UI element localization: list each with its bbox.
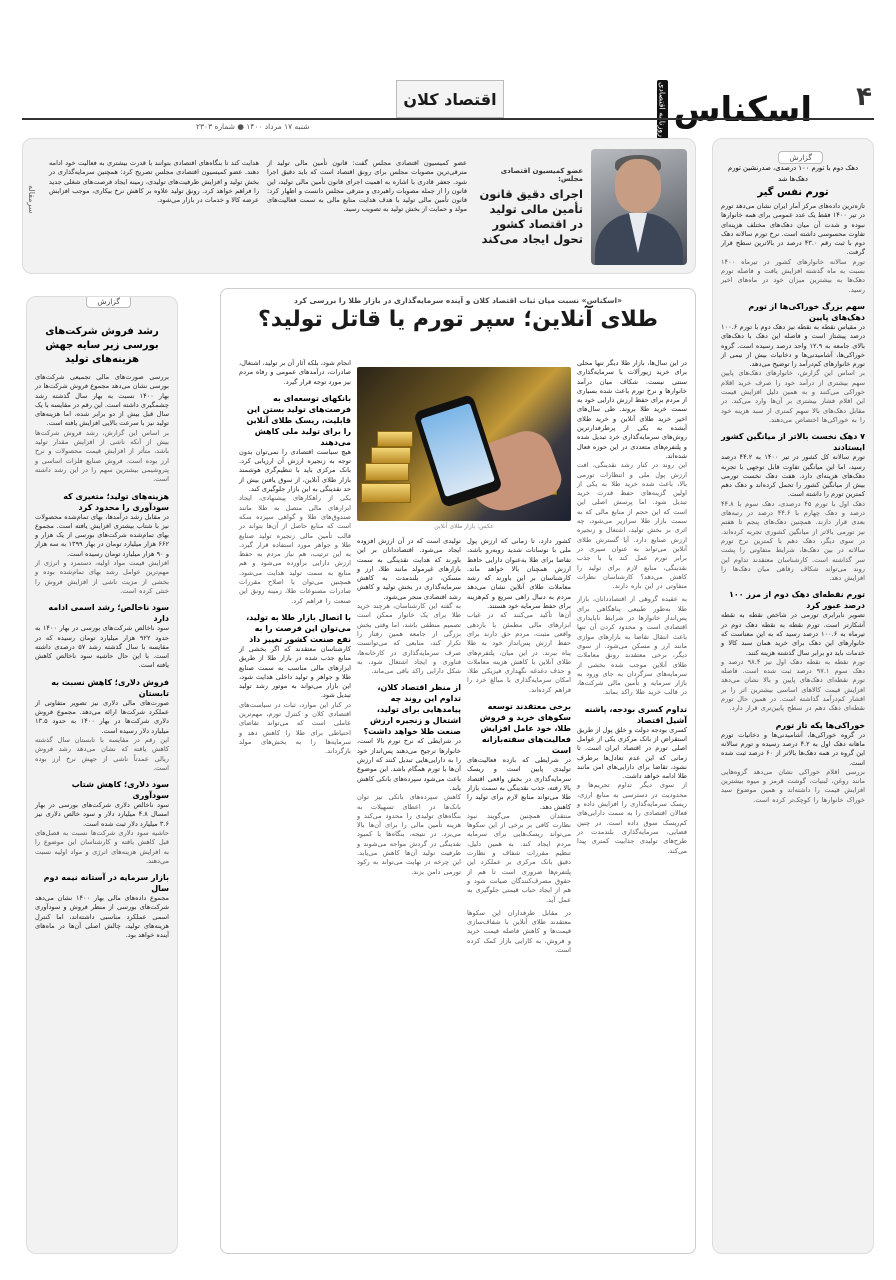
report-tag: گزارش (86, 296, 131, 308)
interview-kicker: عضو کمیسیون اقتصادی مجلس: (500, 167, 583, 183)
article-image (357, 367, 571, 521)
report-subhead-2: ۷ دهک نخست بالاتر از میانگین کشور ایستادند (721, 432, 865, 453)
article-col2-text-2: در شرایطی که بازده فعالیت‌های تولیدی پایین است و ریسک سرمایه‌گذاری در بخش واقعی اقتصاد بالا رفته، جذب نقدینگی به سمت بازار طلا می‌تواند منابع لازم برای تولید را کاهش دهد. (467, 756, 571, 811)
article-subhead: از منظر اقتصاد کلان، تداوم این روند چه پیامدهایی برای تولید، اشتغال و زنجیره ارزش صنعت طلا خواهد داشت؟ (363, 683, 461, 737)
report-title: رشد فروش شرکت‌های بورسی زیر سایه جهش هزینه‌های تولید (45, 326, 159, 365)
left-report-box (26, 296, 178, 1254)
report-body: تورم سالانه خانوارهای کشور در تیرماه ۱۴۰۰ نسبت به ماه گذشته افزایش یافت و فاصله تورم دهک‌ها به بیشترین میزان خود در ماه‌های اخیر رسید. (721, 257, 865, 294)
report-lead: دهک دوم با تورم ۱۰۰ درصدی، صدرنشین تورم دهک‌ها شد (727, 164, 858, 183)
report-body: این رقم در مقایسه با تابستان سال گذشته کاهش یافته که نشان می‌دهد رشد فروش ریالی عمدتاً ناشی از جهش نرخ ارز بوده است. (35, 735, 169, 772)
report-section: سود ناخالص شرکت‌های بورسی در بهار ۱۴۰۰ به حدود ۹۲۲ هزار میلیارد تومان رسیده که در مقایسه با سال گذشته رشد ۵۷ درصدی داشته است. با این حال حاشیه سود ناخالص کاهش یافته است. (35, 624, 169, 670)
interview-title: اجرای دقیق قانون تأمین مالی تولید در اقتصاد کشور تحول ایجاد می‌کند (479, 187, 583, 246)
report-subhead-1: سهم بزرگ خوراکی‌ها از تورم دهک‌های پایین (748, 301, 865, 322)
report-subhead: سود ناخالص؛ رشد اسمی ادامه دارد (48, 603, 169, 624)
report-body: حاشیه سود دلاری شرکت‌ها نسبت به فصل‌های قبل کاهش یافته و کارشناسان این موضوع را به افزایش هزینه‌های انرژی و مواد اولیه نسبت می‌دهند. (35, 828, 169, 865)
article-col1-text-2: کسری بودجه دولت و خلق پول از طریق استقراض از بانک مرکزی یکی از عوامل اصلی تورم در اقتصاد ایران است. تا زمانی که این عدم تعادل‌ها برطرف نشود، تقاضا برای دارایی‌های امن مانند طلا ادامه خواهد داشت. (577, 725, 687, 781)
report-subhead-4: خوراکی‌ها یکه تاز تورم (775, 720, 865, 730)
interview-body-2: هدایت کند تا بنگاه‌های اقتصادی بتوانند با قدرت بیشتری به فعالیت خود ادامه دهند. عضو کمیسیون اقتصادی مجلس تصریح کرد: همچنین سرمایه‌گذاری در بخش تولید و افزایش ظرفیت‌های تولیدی، زمینه ایجاد فرصت‌های شغلی جدید را فراهم خواهد کرد. رونق تولید علاوه بر کاهش نرخ بیکاری، موجب افزایش عرضه کالا و خدمات در بازار می‌شود. (49, 159, 259, 205)
report-subhead: سود دلاری؛ کاهش شتاب سودآوری (71, 780, 169, 801)
report-section-2: تورم سالانه کل کشور در تیر ۱۴۰۰ به ۴۴.۲ درصد رسید، اما این میانگین تفاوت قابل توجهی با تجربه دهک‌های هزینه‌ای دارد. هفت دهک نخست تورمی بیش از میانگین کشور را تحمل کرده‌اند و دهک دهم کمترین تورم را داشته است. (721, 453, 866, 499)
logo-text: اسکناس (673, 89, 812, 130)
interview-body-1: عضو کمیسیون اقتصادی مجلس گفت: قانون تأمین مالی تولید از مترقی‌ترین مصوبات مجلس برای رونق اقتصاد است که باید دقیق اجرا شود. جعفر قادری با اشاره به اهمیت اجرای قانون تأمین مالی تولید، این قانون را از جمله مصوبات راهبردی و مترقی مجلس دانست و اظهار کرد: قانون تأمین مالی تولید با هدف هدایت منابع مالی به سمت فعالیت‌های مولد و حمایت از بخش تولید به تصویب رسید. (267, 159, 467, 214)
article-body: در کنار این موارد، ثبات در سیاست‌های اقتصادی کلان و کنترل تورم، مهم‌ترین عاملی است که می‌تواند تقاضای احتیاطی برای طلا را کاهش دهد و سرمایه‌ها را به بخش‌های مولد بازگرداند. (239, 700, 351, 756)
image-caption: عکس: بازار طلای آنلاین (434, 523, 494, 530)
article-title: طلای آنلاین؛ سپر تورم یا قاتل تولید؟ (258, 307, 658, 332)
report-section: در مقابل رشد درآمدها، بهای تمام‌شده محصولات نیز با شتاب بیشتری افزایش یافته است. مجموع بهای تمام‌شده شرکت‌های بورسی از یک هزار و ۶۶۲ هزار میلیارد تومان در بهار ۱۳۹۹ به سه هزار و ۹۰ هزار میلیارد تومان رسیده است. (35, 512, 169, 558)
report-section: سود ناخالص دلاری شرکت‌های بورسی در بهار امسال ۴.۸ میلیارد دلار و سود خالص دلاری نیز ۳.۶ میلیارد دلار ثبت شده است. (35, 801, 169, 828)
report-intro: بررسی صورت‌های مالی تجمیعی شرکت‌های بورسی نشان می‌دهد مجموع فروش شرکت‌ها در بهار ۱۴۰۰ نسبت به بهار سال گذشته رشد چشمگیری داشته است. این رقم در مقایسه با یک سال قبل بیش از دو برابر شده، اما هزینه‌های تولید نیز با سرعت بالایی افزایش یافته است. (35, 373, 169, 428)
report-section: صورت‌های مالی دلاری نیز تصویر متفاوتی از عملکرد شرکت‌ها ارائه می‌دهد. مجموع فروش دلاری شرکت‌ها در بهار ۱۴۰۰ به حدود ۱۳.۵ میلیارد دلار رسیده است. (35, 698, 169, 735)
article-body: در مقابل طرفداران این سکوها معتقدند طلای آنلاین با شفاف‌سازی قیمت‌ها و کاهش فاصله قیمت خرید و فروش، به کارایی بازار کمک کرده است. (467, 908, 571, 954)
article-col2-text: کشور دارد، تا زمانی که ارزش پول ملی با نوسانات شدید روبه‌رو باشد، تقاضا برای طلا به‌عنوان دارایی حافظ ارزش همچنان بالا خواهد ماند. کارشناسان بر این باورند که رشد معاملات طلای آنلاین نشان می‌دهد مردم به دنبال راهی سریع و کم‌هزینه برای حفظ سرمایه خود هستند. (467, 537, 571, 611)
article-body: یکی از راهکارهای پیشنهادی، ایجاد ابزارهای مالی متصل به طلا مانند صندوق‌های طلا و گواهی سپرده سکه است که منابع حاصل از آن‌ها بتواند در قالب تأمین مالی زنجیره تولید صنایع طلا و جواهر مورد استفاده قرار گیرد. به این ترتیب، هم نیاز مردم به حفظ ارزش دارایی برآورده می‌شود و هم منابع به سمت تولید هدایت می‌شود. همچنین می‌توان با اصلاح مقررات صادرات مصنوعات طلا، زمینه رونق این صنعت را فراهم کرد. (239, 494, 351, 605)
article-body: آن‌ها تأکید می‌کنند که در غیاب ابزارهای مالی مطمئن با بازدهی واقعی مثبت، مردم حق دارند برای حفظ ارزش پس‌انداز خود به طلا پناه ببرند. در این میان، پلتفرم‌های طلای آنلاین با کاهش هزینه معاملات و حذف دغدغه نگهداری فیزیکی طلا، امکان سرمایه‌گذاری با مبالغ خرد را فراهم کرده‌اند. (467, 611, 571, 694)
report-subhead: فروش دلاری؛ کاهش نسبت به تابستان (51, 677, 169, 698)
interview-box (22, 138, 696, 274)
report-body: افزایش قیمت مواد اولیه، دستمزد و انرژی از مهم‌ترین عوامل رشد بهای تمام‌شده بوده و بخشی از مزیت ناشی از افزایش فروش را خنثی کرده است. (35, 559, 169, 595)
interviewee-photo (591, 149, 687, 265)
article-col4-text: انجام شود، بلکه آثار آن بر تولید، اشتغال، صادرات، درآمدهای عمومی و رفاه مردم نیز مورد توجه قرار گیرد. (239, 359, 351, 386)
page-number: ۴ (856, 82, 872, 112)
article-col1-text: در این سال‌ها، بازار طلا دیگر تنها محلی برای خرید زیورآلات یا سرمایه‌گذاری سنتی نیست. شکاف میان درآمد خانوارها و نرخ تورم باعث شده بسیاری از مردم برای حفظ ارزش دارایی خود به سمت خرید طلا بروند. طی سال‌های اخیر خرید طلای آنلاین و خرید طلای آبشده به یکی از پرطرفدارترین روش‌های سرمایه‌گذاری خرد تبدیل شده و پلتفرم‌های متعددی در این حوزه فعال شده‌اند. (577, 359, 687, 460)
logo-subtitle: روزنامه اقتصادی (657, 82, 667, 138)
report-section-4: در گروه خوراکی‌ها، آشامیدنی‌ها و دخانیات تورم ماهانه دهک اول به ۴.۲ درصد رسیده و تورم سالانه این گروه در همه دهک‌ها بالاتر از ۶۰ درصد ثبت شده است. (721, 730, 865, 767)
article-body: از سوی دیگر تداوم تحریم‌ها و محدودیت در دسترسی به منابع ارزی، ریسک سرمایه‌گذاری را افزایش داده و فعالان اقتصادی را به سمت دارایی‌های کم‌ریسک سوق داده است. در چنین فضایی، سرمایه‌گذاری بلندمدت در طرح‌های تولیدی جذابیت کمتری پیدا می‌کند. (577, 781, 687, 855)
report-subhead-3: تورم نقطه‌ای دهک دوم از مرز ۱۰۰ درصد عبور کرد (728, 590, 865, 611)
article-body: کاهش سپرده‌های بانکی نیز توان بانک‌ها در اعطای تسهیلات به بنگاه‌های تولیدی را محدود می‌کند و هزینه تأمین مالی را برای آن‌ها بالا می‌برد. در نتیجه، بنگاه‌ها با کمبود نقدینگی در گردش مواجه می‌شوند و ظرفیت تولید آن‌ها کاهش می‌یابد. این چرخه در نهایت می‌تواند به رکود تورمی دامن بزند. (357, 793, 461, 876)
report-tag: گزارش (778, 151, 823, 164)
report-title: تورم نفس گیر (757, 187, 829, 198)
article-subhead: تداوم کسری بودجه، پاشنه آشیل اقتصاد (584, 704, 687, 725)
article-col3-text: تولیدی است که در آن ارزش افزوده ایجاد می‌شود. اقتصاددانان بر این باورند که هدایت نقدینگی به سمت بازارهای غیرمولد مانند طلا، ارز و مسکن، در بلندمدت به کاهش سرمایه‌گذاری در بخش تولید و کاهش رشد اقتصادی منجر می‌شود. (357, 537, 461, 601)
article-subhead: برخی معتقدند توسعه سکوهای خرید و فروش طلا، خود عامل افزایش فعالیت‌های سفته‌بازانه است (479, 702, 571, 756)
report-body: تورم نقطه به نقطه دهک اول نیز ۹۸.۴ درصد و دهک سوم ۹۷.۱ درصد ثبت شده است. فاصله تورم نقطه‌ای دهک‌های پایین و بالا نشان می‌دهد افزایش قیمت کالاهای اساسی بیشترین اثر را بر اقشار کم‌درآمد گذاشته است. در همین حال تورم نقطه‌ای دهک دهم در سطح پایین‌تری قرار دارد. (721, 657, 865, 713)
report-body: دهک اول با تورم ۴۵ درصدی، دهک سوم با ۴۴.۸ درصد و دهک چهارم با ۴۴.۶ درصد در رتبه‌های بعدی قرار دارند. همچنین دهک‌های پنجم تا هفتم نیز تورمی بالاتر از میانگین کشوری تجربه کرده‌اند. در سوی دیگر، دهک دهم با کمترین نرخ تورم سالانه در بین دهک‌ها، شرایط متفاوتی را پشت سر گذاشته است. کارشناسان معتقدند تداوم این روند می‌تواند شکاف رفاهی میان دهک‌ها را افزایش دهد. (721, 499, 865, 583)
report-subhead: هزینه‌های تولید؛ متغیری که سودآوری را محدود کرد (63, 491, 169, 512)
header-divider (22, 118, 874, 120)
right-report-box (712, 138, 874, 1254)
article-body: به گفته این کارشناسان، هرچند خرید طلا برای یک خانوار ممکن است تصمیم منطقی باشد، اما وقتی بخش بزرگی از جامعه همین رفتار را تکرار کند، منابعی که می‌توانست صرف سرمایه‌گذاری در کارخانه‌ها، فناوری و ایجاد اشتغال شود، به شکل دارایی راکد باقی می‌ماند. (357, 602, 461, 676)
article-body: منتقدان همچنین می‌گویند نبود نظارت کافی بر برخی از این سکوها می‌تواند ریسک‌هایی برای سرمایه مردم ایجاد کند. به همین دلیل، تنظیم مقررات شفاف و نظارت دقیق بانک مرکزی بر عملکرد این پلتفرم‌ها ضروری است تا هم از حقوق مصرف‌کنندگان صیانت شود و هم از ایجاد حباب قیمتی جلوگیری به عمل آید. (466, 811, 571, 904)
article-subhead: بانکهای توسعه‌ای به فرصت‌های تولید بستن این قابلیت، ریسک طلای آنلاین را برای تولید ملی کاهش می‌دهند (246, 393, 351, 447)
article-subhead: با اتصال بازار طلا به تولید، می‌توان این فرصت را به نفع صنعت کشور تغییر داد (246, 612, 351, 644)
report-subhead: بازار سرمایه در آستانه نیمه دوم سال (43, 873, 169, 894)
date-line: شنبه ۱۷ مرداد ۱۴۰۰ ● شماره ۲۳۰۳ (196, 122, 310, 131)
report-section: مجموع داده‌های مالی بهار ۱۴۰۰ نشان می‌دهد شرکت‌های بورسی از منظر فروش و سودآوری اسمی عملکرد مناسبی داشته‌اند، اما کنترل هزینه‌های تولید، چالش اصلی آن‌ها در ماه‌های آینده خواهد بود. (35, 894, 169, 940)
report-section-3: تصویر نابرابری تورمی در شاخص نقطه به نقطه آشکارتر است. تورم نقطه به نقطه دهک دوم در تیرماه به ۱۰۰.۶ درصد رسید که به این معناست که خانوارهای این دهک برای خرید همان سبد کالا و خدمات باید دو برابر سال گذشته هزینه کنند. (721, 611, 865, 657)
newspaper-logo (657, 80, 812, 139)
article-col4-text-2: هیچ سیاست اقتصادی را نمی‌توان بدون توجه به زنجیره ارزش آن ارزیابی کرد. بانک مرکزی باید با تنظیم‌گری هوشمند بازار طلای آنلاین، از سوق یافتن بیش از حد نقدینگی به این بازار جلوگیری کند. (239, 447, 351, 494)
report-body: بر اساس این گزارش، خانوارهای دهک‌های پایین سهم بیشتری از درآمد خود را صرف خرید اقلام خوراکی می‌کنند و به همین دلیل افزایش قیمت این اقلام فشار بیشتری بر آن‌ها وارد می‌کند. در مقابل دهک‌های بالا سهم کمتری از سبد هزینه خود را به خوراکی‌ها اختصاص می‌دهند. (721, 369, 865, 424)
article-kicker: «اسکناس» نسبت میان ثبات اقتصاد کلان و آینده سرمایه‌گذاری در بازار طلا را بررسی کرد (294, 296, 622, 305)
side-label: سرمقاله (27, 185, 36, 214)
main-article (220, 288, 696, 1254)
report-body: بر اساس این گزارش، رشد فروش شرکت‌ها بیش از آنکه ناشی از افزایش مقدار تولید باشد، متأثر از افزایش قیمت محصولات و نرخ ارز بوده است. فروش صنایع فلزات اساسی و پتروشیمی بیشترین سهم را در این رشد داشته است. (35, 428, 169, 484)
section-title: اقتصاد کلان (396, 80, 504, 118)
article-body: به عقیده گروهی از اقتصاددانان، بازار طلا به‌طور طبیعی پناهگاهی برای پس‌انداز خانوارها در شرایط ناپایداری اقتصادی است و محدود کردن آن تنها باعث انتقال تقاضا به بازارهای موازی مانند ارز و مسکن می‌شود. از سوی دیگر، برخی معتقدند رونق معاملات طلای آنلاین موجب شده بخشی از سرمایه‌های سرگردان به جای ورود به بازار سرمایه و تأمین مالی شرکت‌ها، در قالب خرید طلا راکد بماند. (577, 595, 687, 697)
article-body: این روند در کنار رشد نقدینگی، افت ارزش پول ملی و انتظارات تورمی بالا، باعث شده خرید طلا به یکی از اولین گزینه‌های حفظ قدرت خرید تبدیل شود. اما پرسش اصلی این است که این حجم از منابع مالی که به سمت بازار طلا سرازیر می‌شود، چه اثری بر بخش تولید، اشتغال و زنجیره ارزش صنایع دارد. آیا گسترش طلای آنلاین می‌تواند به عنوان سپری در برابر تورم عمل کند یا با جذب نقدینگی، منابع لازم برای تولید را کاهش می‌دهد؟ کارشناسان نظرات متفاوتی در این باره دارند. (577, 461, 687, 591)
article-col3-text-2: در شرایطی که نرخ تورم بالا است، خانوارها ترجیح می‌دهند پس‌انداز خود را به دارایی‌هایی تبدیل کنند که ارزش آن‌ها با تورم همگام باشد. این موضوع باعث می‌شود سپرده‌های بانکی کاهش یابد. (357, 737, 461, 792)
report-body: بررسی اقلام خوراکی نشان می‌دهد گروه‌هایی مانند روغن، لبنیات، گوشت قرمز و میوه بیشترین افزایش قیمت را داشته‌اند و همین موضوع سبد خوراک خانوارها را کوچک‌تر کرده است. (721, 767, 865, 804)
report-section-1: در مقیاس نقطه به نقطه نیز دهک دوم با تورم ۱۰۰.۶ درصد پیشتاز است و فاصله این دهک با دهک‌های بالای جامعه به ۱۲.۹ واحد درصد رسیده است. گروه خوراکی‌ها، آشامیدنی‌ها و دخانیات بیش از نیمی از تورم خانوارهای کم‌درآمد را توضیح می‌دهد. (721, 322, 866, 369)
article-col4-text-3: کارشناسان معتقدند که اگر بخشی از منابع جذب شده در بازار طلا از طریق ابزارهای مالی مناسب به سمت صنایع طلا و جواهر و تولید داخلی هدایت شود، این بازار می‌تواند به موتور رشد تولید تبدیل شود. (239, 644, 351, 700)
report-intro: تازه‌ترین داده‌های مرکز آمار ایران نشان می‌دهد تورم در تیر ۱۴۰۰ فقط یک عدد عمومی برای همه خانوارها نبوده و شدت آن میان دهک‌های مختلف هزینه‌ای تفاوت محسوسی داشته است. نرخ تورم سالانه دهک دوم با ثبت رقم ۴۳.۰ درصد در بالاترین سطح قرار گرفت. (721, 202, 865, 257)
